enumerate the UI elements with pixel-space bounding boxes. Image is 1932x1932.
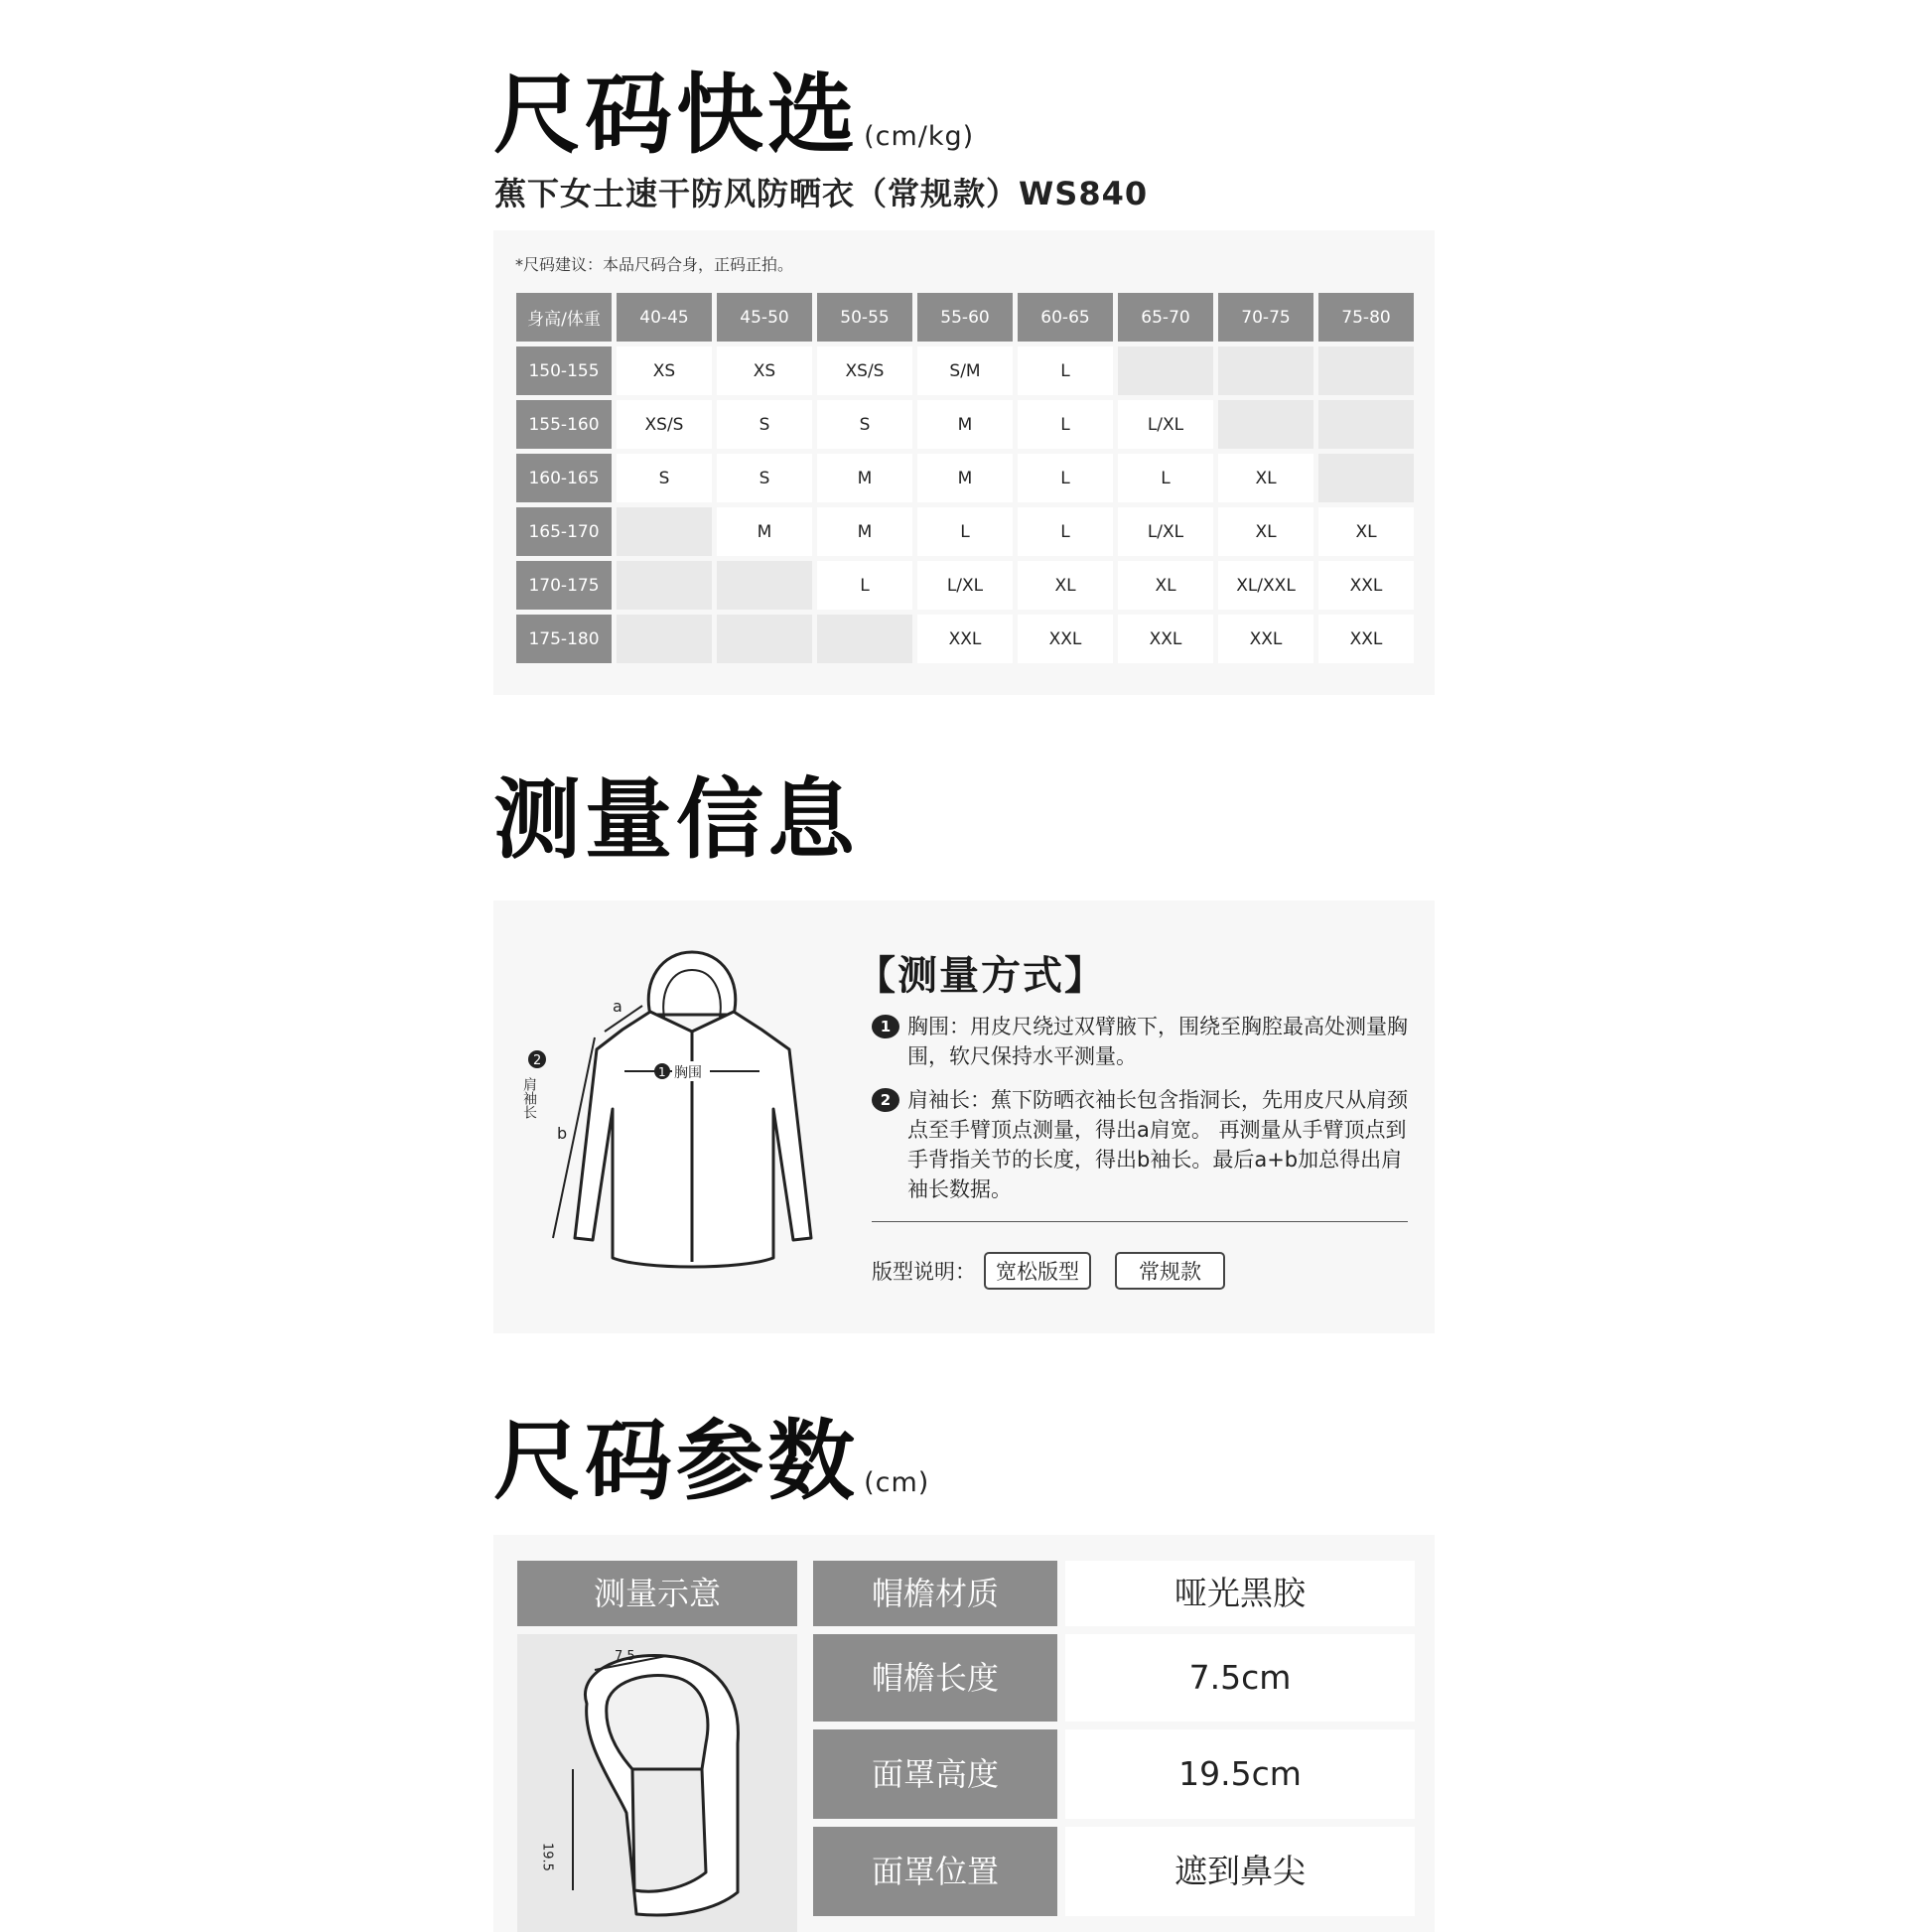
method-title: 【测量方式】 (856, 953, 1106, 999)
weight-column-header: 60-65 (1018, 293, 1113, 342)
method-items (872, 1012, 1408, 1204)
size-cell: L (917, 507, 1013, 556)
size-cell: L (1018, 346, 1113, 395)
height-row-header: 150-155 (516, 346, 612, 395)
size-table (511, 288, 1419, 668)
size-table-panel (493, 230, 1435, 695)
param-label-brim-length: 帽檐长度 (813, 1634, 1057, 1722)
method-text-1: 胸围：用皮尺绕过双臂腋下，围绕至胸腔最高处测量胸围，软尺保持水平测量。 (907, 1015, 1408, 1068)
size-cell-empty (717, 615, 812, 663)
size-cell: XXL (1218, 615, 1313, 663)
size-cell: XS/S (817, 346, 912, 395)
size-cell: M (717, 507, 812, 556)
size-cell: XL (1218, 454, 1313, 502)
size-cell-empty (1218, 346, 1313, 395)
brim-label: 7.5 (615, 1649, 635, 1664)
size-cell: XL (1118, 561, 1213, 610)
size-cell-empty (1118, 346, 1213, 395)
param-value-mask-height: 19.5cm (1065, 1729, 1415, 1819)
size-cell: L (1018, 454, 1113, 502)
weight-column-header: 45-50 (717, 293, 812, 342)
weight-column-header: 65-70 (1118, 293, 1213, 342)
size-cell: XS/S (617, 400, 712, 449)
size-cell: L/XL (1118, 400, 1213, 449)
jacket-diagram (513, 940, 831, 1298)
mask-label: 19.5 (539, 1843, 555, 1871)
size-note: *尺码建议：本品尺码合身，正码正拍。 (515, 255, 794, 274)
chest-num: 1 (658, 1065, 666, 1079)
label-a: a (613, 997, 622, 1016)
size-cell: XXL (1118, 615, 1213, 663)
size-cell-empty (617, 615, 712, 663)
param-label-brim-material: 帽檐材质 (813, 1561, 1057, 1626)
size-cell: XL (1218, 507, 1313, 556)
size-cell-empty (1318, 346, 1414, 395)
size-cell-empty (617, 507, 712, 556)
height-row-header: 175-180 (516, 615, 612, 663)
size-table-row (516, 615, 1414, 663)
param-value-brim-length: 7.5cm (1065, 1634, 1415, 1722)
size-cell: M (817, 454, 912, 502)
param-value-brim-material: 哑光黑胶 (1065, 1561, 1415, 1626)
product-name: 蕉下女士速干防风防晒衣（常规款）WS840 (494, 175, 1149, 212)
size-params-heading (493, 1410, 930, 1512)
height-row-header: 165-170 (516, 507, 612, 556)
height-row-header: 160-165 (516, 454, 612, 502)
quick-select-heading (493, 64, 975, 166)
size-cell: L (1018, 400, 1113, 449)
param-label-mask-position: 面罩位置 (813, 1827, 1057, 1916)
weight-column-header: 40-45 (617, 293, 712, 342)
weight-column-header: 70-75 (1218, 293, 1313, 342)
size-cell: XXL (1018, 615, 1113, 663)
fit-label: 版型说明： (872, 1260, 976, 1284)
size-table-row (516, 346, 1414, 395)
size-cell-empty (717, 561, 812, 610)
size-cell: L (1118, 454, 1213, 502)
weight-column-header: 75-80 (1318, 293, 1414, 342)
corner-header: 身高/体重 (516, 293, 612, 342)
size-table-row (516, 400, 1414, 449)
size-cell: XXL (1318, 615, 1414, 663)
size-cell: S/M (917, 346, 1013, 395)
size-cell: L/XL (917, 561, 1013, 610)
size-cell: L (1018, 507, 1113, 556)
method-item-chest (872, 1012, 1408, 1071)
param-value-mask-position: 遮到鼻尖 (1065, 1827, 1415, 1916)
sleeve-label: 肩袖长 (521, 1077, 537, 1119)
size-cell-empty (1318, 454, 1414, 502)
divider (872, 1221, 1408, 1222)
size-cell: XL (1018, 561, 1113, 610)
size-table-row (516, 507, 1414, 556)
diagram-header: 测量示意 (517, 1561, 797, 1626)
size-params-panel (493, 1535, 1435, 1932)
size-cell: S (817, 400, 912, 449)
quick-select-title: 尺码快选 (493, 64, 860, 166)
size-cell: XS (717, 346, 812, 395)
measure-info-title: 测量信息 (493, 768, 860, 871)
size-cell: XXL (1318, 561, 1414, 610)
size-cell: XL/XXL (1218, 561, 1313, 610)
method-text-2: 肩袖长：蕉下防晒衣袖长包含指洞长，先用皮尺从肩颈点至手臂顶点测量，得出a肩宽。 再测量从手臂顶点到手背指关节的长度，得出b袖长。最后a+b加总得出肩袖长数据。 (907, 1088, 1408, 1201)
size-cell: L (817, 561, 912, 610)
label-b: b (557, 1124, 568, 1143)
method-num-1: 1 (872, 1015, 899, 1038)
size-cell-empty (617, 561, 712, 610)
height-row-header: 170-175 (516, 561, 612, 610)
size-table-row (516, 454, 1414, 502)
fit-row (872, 1252, 1225, 1290)
size-params-title: 尺码参数 (493, 1410, 860, 1512)
size-cell-empty (1318, 400, 1414, 449)
size-cell: XL (1318, 507, 1414, 556)
chest-label: 胸围 (674, 1065, 702, 1081)
height-row-header: 155-160 (516, 400, 612, 449)
weight-column-header: 55-60 (917, 293, 1013, 342)
size-cell: M (917, 400, 1013, 449)
quick-select-unit: (cm/kg) (864, 121, 975, 152)
fit-tag-regular: 常规款 (1115, 1252, 1225, 1290)
method-num-2: 2 (872, 1088, 899, 1112)
size-cell: XXL (917, 615, 1013, 663)
hood-diagram-box (517, 1634, 797, 1932)
size-cell: M (817, 507, 912, 556)
size-cell-empty (1218, 400, 1313, 449)
sleeve-num: 2 (533, 1053, 542, 1068)
method-item-sleeve (872, 1085, 1408, 1204)
size-cell: XS (617, 346, 712, 395)
size-table-header-row (516, 293, 1414, 342)
size-cell-empty (817, 615, 912, 663)
fit-tag-loose: 宽松版型 (984, 1252, 1091, 1290)
size-cell: S (717, 400, 812, 449)
hood-diagram (517, 1634, 797, 1932)
size-cell: S (617, 454, 712, 502)
size-cell: S (717, 454, 812, 502)
weight-column-header: 50-55 (817, 293, 912, 342)
measure-info-panel (493, 900, 1435, 1333)
size-cell: L/XL (1118, 507, 1213, 556)
size-cell: M (917, 454, 1013, 502)
param-label-mask-height: 面罩高度 (813, 1729, 1057, 1819)
size-params-unit: (cm) (864, 1467, 930, 1498)
size-table-row (516, 561, 1414, 610)
